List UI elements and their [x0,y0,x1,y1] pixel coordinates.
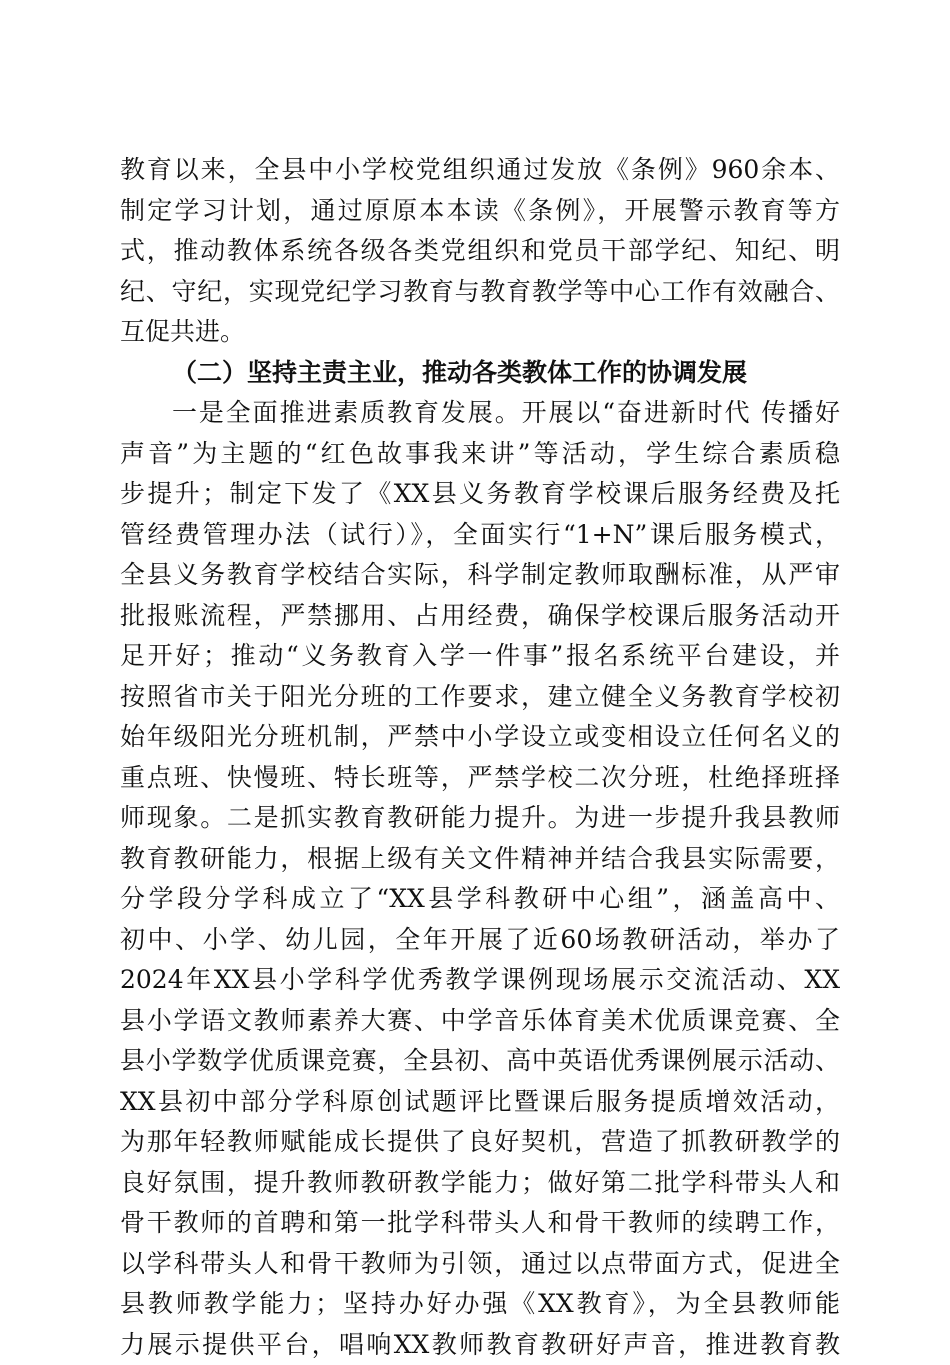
body-text [120,150,840,1365]
text-line: 分学段分学科成立了“XX县学科教研中心组”，涵盖高中、 [120,879,840,920]
text-line: 步提升；制定下发了《XX县义务教育学校课后服务经费及托 [120,474,840,515]
text-line: 始年级阳光分班机制，严禁中小学设立或变相设立任何名义的 [120,717,840,758]
text-line: 按照省市关于阳光分班的工作要求，建立健全义务教育学校初 [120,677,840,718]
text-line: 县小学语文教师素养大赛、中学音乐体育美术优质课竞赛、全 [120,1001,840,1042]
text-line: 互促共进。 [120,312,840,353]
text-line: XX县初中部分学科原创试题评比暨课后服务提质增效活动， [120,1082,840,1123]
text-line: 为那年轻教师赋能成长提供了良好契机，营造了抓教研教学的 [120,1122,840,1163]
text-line: 式，推动教体系统各级各类党组织和党员干部学纪、知纪、明 [120,231,840,272]
text-line: 师现象。二是抓实教育教研能力提升。为进一步提升我县教师 [120,798,840,839]
text-line: 管经费管理办法（试行）》，全面实行“1+N”课后服务模式， [120,515,840,556]
text-line: 教育教研能力，根据上级有关文件精神并结合我县实际需要， [120,839,840,880]
text-line: 骨干教师的首聘和第一批学科带头人和骨干教师的续聘工作， [120,1203,840,1244]
text-line: 批报账流程，严禁挪用、占用经费，确保学校课后服务活动开 [120,596,840,637]
section-heading: （二）坚持主责主业，推动各类教体工作的协调发展 [120,353,840,394]
text-line: 纪、守纪，实现党纪学习教育与教育教学等中心工作有效融合、 [120,272,840,313]
text-line: 2024年XX县小学科学优秀教学课例现场展示交流活动、XX [120,960,840,1001]
text-line: 全县义务教育学校结合实际，科学制定教师取酬标准，从严审 [120,555,840,596]
text-line: 足开好；推动“义务教育入学一件事”报名系统平台建设，并 [120,636,840,677]
text-line: 制定学习计划，通过原原本本读《条例》，开展警示教育等方 [120,191,840,232]
text-line: 教育以来，全县中小学校党组织通过发放《条例》960余本、 [120,150,840,191]
text-line: 初中、小学、幼儿园，全年开展了近60场教研活动，举办了 [120,920,840,961]
paragraph-first-line: 一是全面推进素质教育发展。开展以“奋进新时代 传播好 [120,393,840,434]
text-line: 力展示提供平台，唱响XX教师教育教研好声音，推进教育教 [120,1325,840,1365]
text-line: 以学科带头人和骨干教师为引领，通过以点带面方式，促进全 [120,1244,840,1285]
text-line: 良好氛围，提升教师教研教学能力；做好第二批学科带头人和 [120,1163,840,1204]
text-line: 重点班、快慢班、特长班等，严禁学校二次分班，杜绝择班择 [120,758,840,799]
text-line: 声音”为主题的“红色故事我来讲”等活动，学生综合素质稳 [120,434,840,475]
text-line: 县小学数学优质课竞赛，全县初、高中英语优秀课例展示活动、 [120,1041,840,1082]
text-line: 县教师教学能力；坚持办好办强《XX教育》，为全县教师能 [120,1284,840,1325]
